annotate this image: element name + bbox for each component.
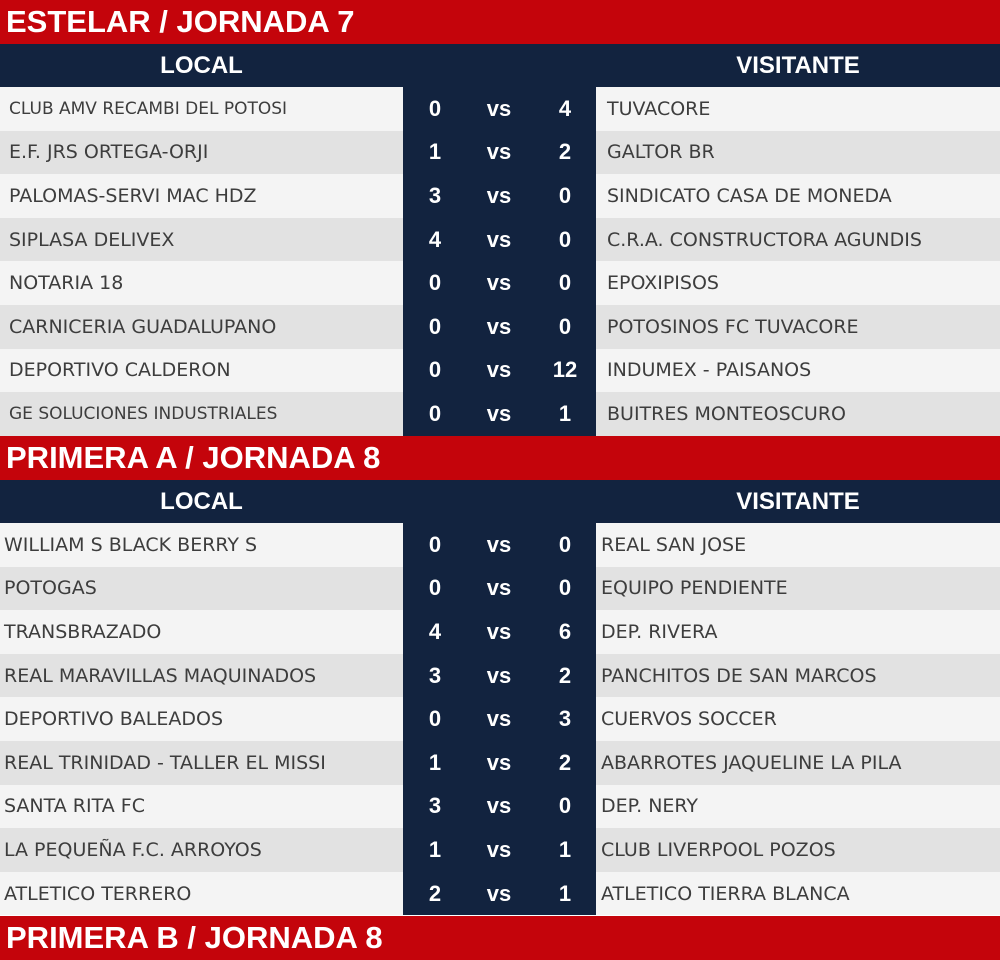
away-score: 2 bbox=[558, 139, 572, 165]
away-score: 3 bbox=[558, 706, 572, 732]
visit-header: VISITANTE bbox=[736, 52, 860, 79]
vs-label: vs bbox=[486, 400, 512, 426]
away-score: 1 bbox=[558, 880, 572, 906]
visit-team: PANCHITOS DE SAN MARCOS bbox=[601, 664, 877, 687]
local-team: CLUB AMV RECAMBI DEL POTOSI bbox=[9, 98, 288, 119]
match-row bbox=[0, 567, 1000, 611]
match-row bbox=[0, 697, 1000, 741]
local-team: E.F. JRS ORTEGA-ORJI bbox=[9, 141, 209, 164]
vs-label: vs bbox=[486, 357, 512, 383]
local-team: SIPLASA DELIVEX bbox=[9, 228, 175, 251]
score-box bbox=[403, 567, 596, 611]
match-row bbox=[0, 872, 1000, 916]
match-row bbox=[0, 392, 1000, 436]
vs-label: vs bbox=[486, 575, 512, 601]
visit-team: DEP. RIVERA bbox=[601, 620, 718, 643]
score-box bbox=[403, 261, 596, 305]
vs-label: vs bbox=[486, 313, 512, 339]
match-row bbox=[0, 305, 1000, 349]
visit-team: REAL SAN JOSE bbox=[601, 533, 747, 556]
vs-label: vs bbox=[486, 880, 512, 906]
match-row bbox=[0, 523, 1000, 567]
score-box bbox=[403, 305, 596, 349]
local-team: REAL MARAVILLAS MAQUINADOS bbox=[4, 664, 317, 687]
match-row bbox=[0, 654, 1000, 698]
away-score: 1 bbox=[558, 836, 572, 862]
away-score: 2 bbox=[558, 662, 572, 688]
visit-team: DEP. NERY bbox=[601, 795, 699, 818]
table-header-primera-a bbox=[0, 480, 1000, 523]
section-title-primera-a: PRIMERA A / JORNADA 8 bbox=[0, 436, 1000, 480]
score-box bbox=[403, 654, 596, 698]
home-score: 1 bbox=[428, 836, 442, 862]
visit-team: EPOXIPISOS bbox=[607, 272, 719, 295]
away-score: 0 bbox=[558, 793, 572, 819]
vs-label: vs bbox=[486, 182, 512, 208]
visit-team: SINDICATO CASA DE MONEDA bbox=[607, 184, 892, 207]
away-score: 2 bbox=[558, 749, 572, 775]
table-header-estelar bbox=[0, 44, 1000, 87]
away-score: 0 bbox=[558, 575, 572, 601]
visit-header: VISITANTE bbox=[736, 488, 860, 515]
home-score: 0 bbox=[428, 575, 442, 601]
away-score: 6 bbox=[558, 618, 572, 644]
match-list-primera-a bbox=[0, 523, 1000, 915]
home-score: 0 bbox=[428, 313, 442, 339]
local-team: SANTA RITA FC bbox=[4, 795, 145, 818]
score-box bbox=[403, 872, 596, 916]
local-team: DEPORTIVO CALDERON bbox=[9, 359, 231, 382]
score-box bbox=[403, 87, 596, 131]
local-team: LA PEQUEÑA F.C. ARROYOS bbox=[4, 838, 262, 861]
local-team: DEPORTIVO BALEADOS bbox=[4, 708, 224, 731]
local-team: CARNICERIA GUADALUPANO bbox=[9, 315, 277, 338]
match-row bbox=[0, 174, 1000, 218]
local-team: TRANSBRAZADO bbox=[4, 620, 162, 643]
score-box bbox=[403, 785, 596, 829]
visit-team: CLUB LIVERPOOL POZOS bbox=[601, 838, 836, 861]
home-score: 0 bbox=[428, 357, 442, 383]
section-title-estelar: ESTELAR / JORNADA 7 bbox=[0, 0, 1000, 44]
vs-label: vs bbox=[486, 226, 512, 252]
visit-team: ATLETICO TIERRA BLANCA bbox=[601, 882, 850, 905]
away-score: 0 bbox=[558, 313, 572, 339]
score-box bbox=[403, 349, 596, 393]
match-row bbox=[0, 131, 1000, 175]
away-score: 0 bbox=[558, 270, 572, 296]
away-score: 0 bbox=[558, 182, 572, 208]
away-score: 12 bbox=[552, 357, 578, 383]
local-team: REAL TRINIDAD - TALLER EL MISSI bbox=[4, 751, 326, 774]
vs-label: vs bbox=[486, 793, 512, 819]
score-box bbox=[403, 392, 596, 436]
local-team: POTOGAS bbox=[4, 577, 97, 600]
match-row bbox=[0, 610, 1000, 654]
visit-team: EQUIPO PENDIENTE bbox=[601, 577, 788, 600]
visit-team: TUVACORE bbox=[607, 97, 711, 120]
score-box bbox=[403, 174, 596, 218]
match-row bbox=[0, 349, 1000, 393]
local-header: LOCAL bbox=[160, 52, 243, 79]
home-score: 1 bbox=[428, 139, 442, 165]
visit-team: BUITRES MONTEOSCURO bbox=[607, 402, 846, 425]
vs-label: vs bbox=[486, 749, 512, 775]
section-title-primera-b: PRIMERA B / JORNADA 8 bbox=[0, 916, 1000, 960]
home-score: 0 bbox=[428, 95, 442, 121]
home-score: 3 bbox=[428, 662, 442, 688]
home-score: 0 bbox=[428, 706, 442, 732]
vs-label: vs bbox=[486, 139, 512, 165]
local-header: LOCAL bbox=[160, 488, 243, 515]
vs-label: vs bbox=[486, 270, 512, 296]
local-team: GE SOLUCIONES INDUSTRIALES bbox=[9, 403, 278, 424]
home-score: 0 bbox=[428, 270, 442, 296]
score-box bbox=[403, 610, 596, 654]
score-box bbox=[403, 218, 596, 262]
visit-team: GALTOR BR bbox=[607, 141, 715, 164]
home-score: 0 bbox=[428, 400, 442, 426]
home-score: 2 bbox=[428, 880, 442, 906]
home-score: 4 bbox=[428, 618, 442, 644]
away-score: 0 bbox=[558, 531, 572, 557]
vs-label: vs bbox=[486, 662, 512, 688]
visit-team: INDUMEX - PAISANOS bbox=[607, 359, 812, 382]
vs-label: vs bbox=[486, 836, 512, 862]
match-row bbox=[0, 87, 1000, 131]
vs-label: vs bbox=[486, 531, 512, 557]
vs-label: vs bbox=[486, 95, 512, 121]
score-box bbox=[403, 131, 596, 175]
match-row bbox=[0, 218, 1000, 262]
away-score: 0 bbox=[558, 226, 572, 252]
home-score: 1 bbox=[428, 749, 442, 775]
local-team: NOTARIA 18 bbox=[9, 272, 124, 295]
score-box bbox=[403, 697, 596, 741]
visit-team: ABARROTES JAQUELINE LA PILA bbox=[601, 751, 902, 774]
home-score: 0 bbox=[428, 531, 442, 557]
match-row bbox=[0, 261, 1000, 305]
match-row bbox=[0, 785, 1000, 829]
visit-team: CUERVOS SOCCER bbox=[601, 708, 777, 731]
match-row bbox=[0, 828, 1000, 872]
home-score: 3 bbox=[428, 793, 442, 819]
local-team: ATLETICO TERRERO bbox=[4, 882, 192, 905]
away-score: 1 bbox=[558, 400, 572, 426]
home-score: 4 bbox=[428, 226, 442, 252]
score-box bbox=[403, 741, 596, 785]
vs-label: vs bbox=[486, 618, 512, 644]
local-team: WILLIAM S BLACK BERRY S bbox=[4, 533, 258, 556]
visit-team: POTOSINOS FC TUVACORE bbox=[607, 315, 859, 338]
local-team: PALOMAS-SERVI MAC HDZ bbox=[9, 184, 257, 207]
away-score: 4 bbox=[558, 95, 572, 121]
vs-label: vs bbox=[486, 706, 512, 732]
match-row bbox=[0, 741, 1000, 785]
score-box bbox=[403, 523, 596, 567]
score-box bbox=[403, 828, 596, 872]
visit-team: C.R.A. CONSTRUCTORA AGUNDIS bbox=[607, 228, 922, 251]
match-list-estelar bbox=[0, 87, 1000, 436]
home-score: 3 bbox=[428, 182, 442, 208]
